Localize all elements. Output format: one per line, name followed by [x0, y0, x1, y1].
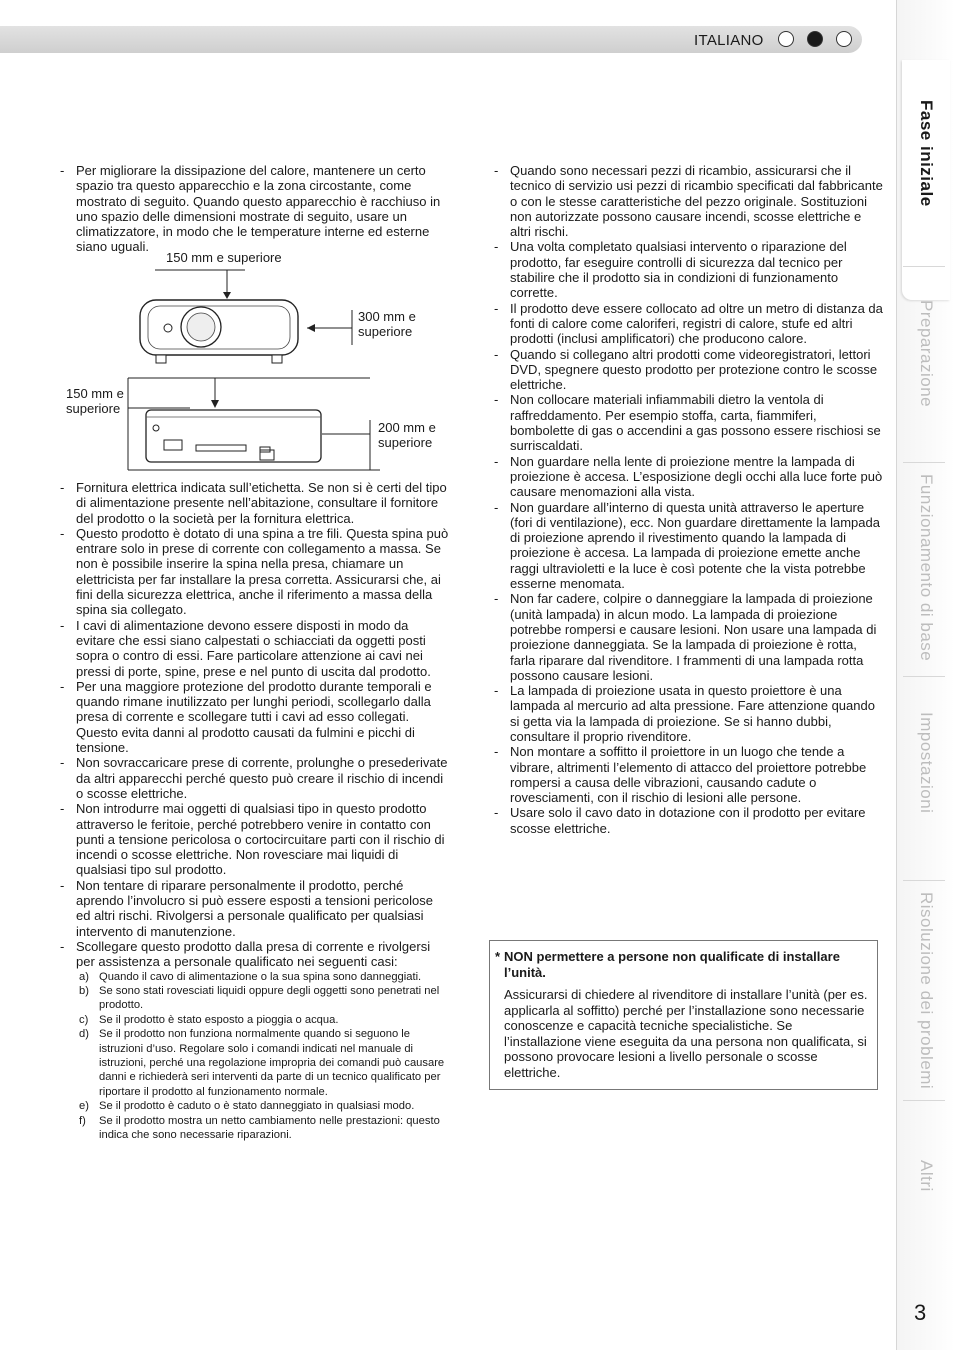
bullet-item: - Non far cadere, colpire o danneggiare la lampada di proiezione (unità lampada) in alcun modo. La lampada di proiezione potrebbe rompersi e causare lesioni. Non usare una lampada di proiezione danneggiata. Se la lampada di proiezione è rotta, farla riparare dal rivenditore. I frammenti di una lampada rotta possono causare lesioni.: [494, 591, 884, 683]
bullet-item: - Il prodotto deve essere collocato ad oltre un metro di distanza da fonti di calore come caloriferi, registri di calore, stufe ed altri prodotti (inclusi amplificatori) che producono calore.: [494, 301, 884, 347]
chapter-indicator-dot-1: [778, 31, 794, 47]
tab-divider: [903, 1100, 945, 1101]
bullet-item: - Per migliorare la dissipazione del calore, mantenere un certo spazio tra questo apparecchio e la zona circostante, come mostrato di seguito. Quando questo apparecchio è racchiuso in uno spazio delle dimensioni mostrate di seguito, usare un climatizzatore, in modo che le temperature interne ed esterne siano uguali.: [60, 163, 450, 255]
clearance-left-label-line1: 150 mm e: [66, 386, 124, 401]
sub-item-text: Quando il cavo di alimentazione o la sua spina sono danneggiati.: [99, 970, 422, 983]
tab-label: Funzionamento di base: [917, 474, 936, 662]
bullet-item: - Una volta completato qualsiasi intervento o riparazione del prodotto, far eseguire controlli di sicurezza dal tecnico per stabilire che il prodotto sia in condizioni di funzionamento corrette.: [494, 239, 884, 300]
sub-item: [60, 1099, 450, 1113]
tab-label: Risoluzione dei problemi: [917, 892, 936, 1090]
bullet-item: - Usare solo il cavo dato in dotazione con il prodotto per evitare scosse elettriche.: [494, 805, 884, 836]
bullet-item: - La lampada di proiezione usata in questo proiettore è una lampada al mercurio ad alta pressione. Fare attenzione quando si getta via la lampada di proiezione. Se si hanno dubbi, consultare il proprio rivenditore.: [494, 683, 884, 744]
tab-altri[interactable]: [902, 1160, 950, 1220]
bullet-item: - Questo prodotto è dotato di una spina a tre fili. Questa spina può entrare solo in prese di corrente con collegamento a massa. Se non è possibile inserire la spina nella presa, chiamare un elettricista per far installare la presa corretta. Assicurarsi che, ai fini della sicurezza elettrica, anche il riferimento a massa della spina sia collegato.: [60, 526, 450, 618]
page-number: 3: [914, 1300, 927, 1325]
sub-item: [60, 1013, 450, 1027]
bullet-item: - Non montare a soffitto il proiettore in un luogo che tende a vibrare, altrimenti l’elemento di attacco del proiettore potrebbe rompersi a causa delle vibrazioni, causando cadute o rovesciamenti, con il rischio di lesioni alle persone.: [494, 744, 884, 805]
bullet-item: - Non guardare all’interno di questa unità attraverso le aperture (fori di ventilazione), ecc. Non guardare direttamente la lampada di proiezione aprendo il rivestimento quando la lampada di proiezione è accesa. La lampada di proiezione emette anche raggi ultravioletti e la luce è così potente che la vista potrebbe esserne menomata.: [494, 500, 884, 592]
sub-item: [60, 1114, 450, 1143]
warning-heading-text: NON permettere a persone non qualificate di installare l’unità.: [504, 949, 840, 980]
bullet-item: - I cavi di alimentazione devono essere disposti in modo da evitare che essi siano calpestati o schiacciati da oggetti posti sopra o contro di essi. Fare particolare attenzione ai cavi nei pressi di porte, spine, prese e nel punto di uscita dal prodotto.: [60, 618, 450, 679]
left-column-list: [60, 480, 450, 1142]
sub-item-text: Se sono stati rovesciati liquidi oppure degli oggetti sono penetrati nel prodotto.: [99, 984, 440, 1012]
sub-item-label: d): [79, 1028, 89, 1041]
clearance-diagram: [60, 250, 460, 480]
clearance-right-label-line2: superiore: [358, 324, 413, 339]
warning-heading: [495, 949, 865, 980]
warning-body: Assicurarsi di chiedere al rivenditore di installare l’unità (per es. applicarla al soffitto) perché per l’installazione sono necessarie conoscenze e capacità tecniche specialistiche. Se l’installazione viene eseguita da una persona non qualificata, si possono provocare lesioni a livello personale o scosse elettriche.: [504, 987, 868, 1080]
sub-item: [60, 984, 450, 1013]
sub-item-label: f): [79, 1114, 86, 1127]
sub-item-label: b): [79, 984, 89, 997]
tab-funzionamento-di-base[interactable]: [902, 474, 950, 674]
clearance-left-label-line2: superiore: [66, 401, 121, 416]
chapter-indicator-dot-2: [807, 31, 823, 47]
bullet-item: - Quando sono necessari pezzi di ricambio, assicurarsi che il tecnico di servizio usi pezzi di ricambio specificati dal fabbricante o con le stesse caratteristiche del pezzo originale. Sostituzioni non autorizzate possono causare incendi, scosse elettriche e altri rischi.: [494, 163, 884, 239]
clearance-top-label: 150 mm e superiore: [166, 250, 282, 265]
sub-item-label: e): [79, 1100, 89, 1113]
tab-label: Altri: [917, 1160, 936, 1192]
sub-item-label: a): [79, 970, 89, 983]
clearance-back-label-line2: superiore: [378, 435, 433, 450]
sub-item: [60, 970, 450, 984]
sub-item-text: Se il prodotto è stato esposto a pioggia o acqua.: [99, 1013, 339, 1026]
tab-impostazioni[interactable]: [902, 712, 950, 862]
bullet-item: - Non collocare materiali infiammabili dietro la ventola di raffreddamento. Per esempio stoffa, carta, fiammiferi, bombolette di gas o accendini a gas possono essere rischiosi se surriscaldati.: [494, 392, 884, 453]
bullet-item: - Non guardare nella lente di proiezione mentre la lampada di proiezione è accesa. L’esposizione degli occhi alla luce forte può causare menomazioni alla vista.: [494, 454, 884, 500]
tab-risoluzione-dei-problemi[interactable]: [902, 892, 950, 1092]
tab-divider: [903, 676, 945, 677]
right-column-list: [494, 163, 884, 836]
language-label: ITALIANO: [694, 32, 764, 49]
bullet-item: - Per una maggiore protezione del prodotto durante temporali e quando rimane inutilizzato per lunghi periodi, scollegarlo dalla presa di corrente e scollegare tutti i cavi ad esso collegati. Questo evita danni al prodotto causati da fulmini e picchi di tensione.: [60, 679, 450, 755]
bullet-item: - Non sovraccaricare prese di corrente, prolunghe o presederivate da altri apparecchi perché questo può creare il rischio di incendi o scosse elettriche.: [60, 755, 450, 801]
clearance-right-label-line1: 300 mm e: [358, 309, 416, 324]
tab-fase-iniziale[interactable]: [902, 60, 950, 300]
tab-preparazione[interactable]: [902, 300, 950, 460]
tab-label: Fase iniziale: [917, 100, 936, 207]
sub-item-label: c): [79, 1013, 89, 1026]
tab-label: Impostazioni: [917, 712, 936, 814]
tab-divider: [903, 462, 945, 463]
sub-item: [60, 1027, 450, 1099]
asterisk-marker: *: [495, 949, 501, 964]
chapter-indicator-dot-3: [836, 31, 852, 47]
tab-label: Preparazione: [917, 300, 936, 408]
sub-item-text: Se il prodotto non funziona normalmente quando si seguono le istruzioni d’uso. Regolare solo i comandi indicati nel manuale di istruzioni, perché una regolazione impropria dei comandi può causare danni e richiederà seri interventi da parte di un tecnico qualificato per riportare il prodotto al funzionamento normale.: [99, 1028, 445, 1098]
sub-item-text: Se il prodotto è caduto o è stato danneggiato in qualsiasi modo.: [99, 1100, 415, 1113]
left-column-intro: [60, 163, 450, 255]
bullet-item: - Non tentare di riparare personalmente il prodotto, perché aprendo l’involucro si può essere esposti a tensioni pericolose ed altri rischi. Rivolgersi a personale qualificato per qualsiasi intervento di manutenzione.: [60, 878, 450, 939]
tab-divider: [903, 266, 945, 267]
sub-item-text: Se il prodotto mostra un netto cambiamento nelle prestazioni: questo indica che sono necessarie riparazioni.: [99, 1114, 440, 1141]
bullet-item: - Non introdurre mai oggetti di qualsiasi tipo in questo prodotto attraverso le feritoie, perché potrebbero venire in contatto con punti a tensione pericolosa o cortocircuitare parti con il rischio di incendi o scosse elettriche. Non rovesciare mai liquidi di qualsiasi tipo sul prodotto.: [60, 801, 450, 877]
installation-warning-box: [489, 940, 878, 1090]
bullet-item: - Scollegare questo prodotto dalla presa di corrente e rivolgersi per assistenza a personale qualificato nei seguenti casi:: [60, 939, 450, 970]
tab-divider: [903, 880, 945, 881]
bullet-item: - Fornitura elettrica indicata sull’etichetta. Se non si è certi del tipo di alimentazione presente nell’abitazione, consultare il fornitore del prodotto o la società per la fornitura elettrica.: [60, 480, 450, 526]
clearance-back-label-line1: 200 mm e: [378, 420, 436, 435]
bullet-item: - Quando si collegano altri prodotti come videoregistratori, lettori DVD, spegnere questo prodotto per protezione contro le scosse elettriche.: [494, 347, 884, 393]
